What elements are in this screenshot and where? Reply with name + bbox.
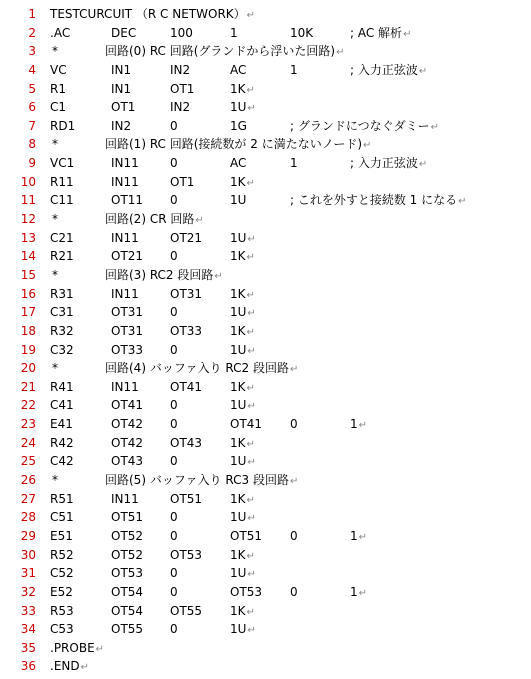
code-token: R42 <box>50 435 74 450</box>
code-token: 1U <box>230 193 247 208</box>
code-line[interactable] <box>0 266 531 285</box>
line-number: 8 <box>28 137 36 152</box>
code-line[interactable] <box>0 415 531 434</box>
code-line[interactable] <box>0 359 531 378</box>
code-token: IN11 <box>111 156 139 171</box>
code-token: OT31 <box>170 286 203 301</box>
code-line[interactable] <box>0 42 531 61</box>
code-token: OT21 <box>111 249 144 264</box>
line-number: 16 <box>20 286 36 301</box>
code-line[interactable] <box>0 620 531 639</box>
code-line[interactable] <box>0 98 531 117</box>
code-token: C53 <box>50 622 74 637</box>
line-number: 31 <box>20 566 36 581</box>
return-mark-icon: ↵ <box>289 476 299 488</box>
code-token: IN11 <box>111 174 139 189</box>
line-number: 6 <box>28 100 36 115</box>
code-token: ; これを外すと接続数 1 になる↵ <box>290 193 467 208</box>
return-mark-icon: ↵ <box>246 177 255 189</box>
code-token: OT53 <box>230 584 263 599</box>
return-mark-icon: ↵ <box>247 513 256 525</box>
code-token: C52 <box>50 566 74 581</box>
code-token: VC1 <box>50 156 75 171</box>
code-token: 1↵ <box>350 584 368 599</box>
code-token: R51 <box>50 491 74 506</box>
code-token: OT41 <box>111 398 144 413</box>
code-line[interactable] <box>0 396 531 415</box>
code-token: C1 <box>50 100 67 115</box>
code-token: AC <box>230 62 247 77</box>
line-number: 12 <box>20 212 36 227</box>
code-token: VC <box>50 62 67 77</box>
code-token: 1U↵ <box>230 398 256 413</box>
code-token: ; グランドにつなぐダミー↵ <box>290 118 440 133</box>
code-token: 1 <box>290 62 298 77</box>
code-token: DEC <box>111 25 137 40</box>
line-number: 22 <box>20 398 36 413</box>
line-number: 10 <box>20 174 36 189</box>
code-token: OT1 <box>170 174 195 189</box>
code-token: ; 入力正弦波↵ <box>350 156 428 171</box>
line-number: 5 <box>28 81 36 96</box>
code-token: 1U↵ <box>230 566 256 581</box>
return-mark-icon: ↵ <box>247 345 256 357</box>
code-line[interactable] <box>0 135 531 154</box>
code-token: R52 <box>50 547 74 562</box>
code-token: IN2 <box>111 118 132 133</box>
code-token: IN2 <box>170 62 191 77</box>
code-token: OT11 <box>111 193 144 208</box>
code-token: 0 <box>170 584 178 599</box>
code-token: 0 <box>290 584 298 599</box>
code-token: 0 <box>290 417 298 432</box>
code-token: C32 <box>50 342 74 357</box>
code-token: C31 <box>50 305 74 320</box>
line-number: 28 <box>20 510 36 525</box>
code-token: 1G <box>230 118 247 133</box>
code-token: 1K↵ <box>230 286 255 301</box>
code-token: IN11 <box>111 491 139 506</box>
line-number: 21 <box>20 379 36 394</box>
code-token: OT53 <box>170 547 203 562</box>
line-number: 2 <box>28 25 36 40</box>
line-number: 7 <box>28 118 36 133</box>
return-mark-icon: ↵ <box>336 47 345 59</box>
code-token: OT43 <box>170 435 203 450</box>
code-token: IN11 <box>111 379 139 394</box>
code-token: OT55 <box>170 603 203 618</box>
code-token: 0 <box>170 454 178 469</box>
return-mark-icon: ↵ <box>247 233 256 245</box>
return-mark-icon: ↵ <box>80 662 90 674</box>
return-mark-icon: ↵ <box>247 569 256 581</box>
return-mark-icon: ↵ <box>246 252 255 264</box>
line-number: 11 <box>20 193 36 208</box>
return-mark-icon: ↵ <box>246 10 256 21</box>
line-number: 35 <box>20 640 36 655</box>
code-token: OT1 <box>170 81 195 96</box>
code-token: 0 <box>170 622 178 637</box>
code-token: OT33 <box>170 323 203 338</box>
line-number: 20 <box>20 361 36 376</box>
comment-marker: * <box>52 473 58 488</box>
code-token: R21 <box>50 249 74 264</box>
line-number: 3 <box>28 44 36 59</box>
comment-text: 回路(5) バッファ入り RC3 段回路↵ <box>105 473 299 488</box>
return-mark-icon: ↵ <box>403 28 412 40</box>
code-token: 1 <box>230 25 238 40</box>
line-number: 33 <box>20 603 36 618</box>
code-token: E51 <box>50 528 73 543</box>
code-line[interactable] <box>0 80 531 99</box>
code-line[interactable] <box>0 546 531 565</box>
code-token: .PROBE↵ <box>50 640 105 655</box>
comment-text: 回路(3) RC2 段回路↵ <box>105 267 223 282</box>
code-token: R11 <box>50 174 74 189</box>
code-line[interactable] <box>0 434 531 453</box>
code-token: 1U↵ <box>230 454 256 469</box>
code-token: 0 <box>170 156 178 171</box>
code-token: 1U↵ <box>230 342 256 357</box>
code-token: OT33 <box>111 342 144 357</box>
code-token: OT31 <box>111 323 144 338</box>
code-token: ; 入力正弦波↵ <box>350 62 428 77</box>
code-token: 1K↵ <box>230 379 255 394</box>
code-token: 1K↵ <box>230 491 255 506</box>
code-token: IN1 <box>111 62 132 77</box>
code-token: 1↵ <box>350 528 368 543</box>
return-mark-icon: ↵ <box>246 550 255 562</box>
return-mark-icon: ↵ <box>195 215 204 227</box>
return-mark-icon: ↵ <box>246 84 255 96</box>
code-token: 0 <box>290 528 298 543</box>
code-token: C21 <box>50 230 74 245</box>
code-token: 1K↵ <box>230 249 255 264</box>
line-number: 18 <box>20 323 36 338</box>
line-number: 32 <box>20 584 36 599</box>
code-token: R53 <box>50 603 74 618</box>
code-line[interactable] <box>0 657 531 676</box>
code-token: 1↵ <box>350 417 368 432</box>
code-token: 1K↵ <box>230 547 255 562</box>
code-token: 0 <box>170 398 178 413</box>
code-line[interactable] <box>0 490 531 509</box>
return-mark-icon: ↵ <box>246 438 255 450</box>
line-number: 23 <box>20 417 36 432</box>
code-line[interactable] <box>0 210 531 229</box>
code-token: 0 <box>170 193 178 208</box>
return-mark-icon: ↵ <box>214 270 223 282</box>
return-mark-icon: ↵ <box>247 457 256 469</box>
line-number: 34 <box>20 622 36 637</box>
return-mark-icon: ↵ <box>247 308 256 320</box>
return-mark-icon: ↵ <box>430 121 440 133</box>
line-number: 36 <box>20 659 36 674</box>
return-mark-icon: ↵ <box>358 420 368 432</box>
code-token: OT41 <box>230 417 263 432</box>
return-mark-icon: ↵ <box>418 65 428 77</box>
code-line[interactable] <box>0 322 531 341</box>
code-token: OT52 <box>111 528 144 543</box>
code-token: OT51 <box>170 491 203 506</box>
code-line[interactable] <box>0 117 531 136</box>
code-token: C11 <box>50 193 74 208</box>
code-token: ; AC 解析↵ <box>350 25 412 40</box>
code-token: 10K <box>290 25 314 40</box>
return-mark-icon: ↵ <box>246 326 255 338</box>
code-line[interactable] <box>0 191 531 210</box>
return-mark-icon: ↵ <box>289 364 299 376</box>
code-token: .AC <box>50 25 71 40</box>
code-token: TESTCURCUIT （R C NETWORK）↵ <box>50 7 256 21</box>
code-token: 1 <box>290 156 298 171</box>
code-token: OT43 <box>111 454 144 469</box>
netlist-editor[interactable] <box>0 5 531 676</box>
code-line[interactable] <box>0 341 531 360</box>
code-token: IN2 <box>170 100 191 115</box>
code-token: R31 <box>50 286 74 301</box>
code-token: OT55 <box>111 622 144 637</box>
code-token: 0 <box>170 342 178 357</box>
code-token: 1K↵ <box>230 81 255 96</box>
code-token: E52 <box>50 584 73 599</box>
comment-marker: * <box>52 44 58 59</box>
comment-text: 回路(2) CR 回路↵ <box>105 212 204 227</box>
code-line[interactable] <box>0 24 531 43</box>
code-token: 0 <box>170 118 178 133</box>
code-line[interactable] <box>0 173 531 192</box>
line-number: 29 <box>20 528 36 543</box>
code-line[interactable] <box>0 602 531 621</box>
line-number: 25 <box>20 454 36 469</box>
code-line[interactable] <box>0 471 531 490</box>
code-token: E41 <box>50 417 73 432</box>
return-mark-icon: ↵ <box>247 401 256 413</box>
code-token: 1U↵ <box>230 100 256 115</box>
code-line[interactable] <box>0 452 531 471</box>
code-token: OT1 <box>111 100 136 115</box>
code-line[interactable] <box>0 154 531 173</box>
return-mark-icon: ↵ <box>358 587 368 599</box>
code-token: OT53 <box>111 566 144 581</box>
return-mark-icon: ↵ <box>418 159 428 171</box>
line-number: 26 <box>20 473 36 488</box>
line-number: 19 <box>20 342 36 357</box>
comment-marker: * <box>52 137 58 152</box>
code-line[interactable] <box>0 564 531 583</box>
code-token: OT31 <box>111 305 144 320</box>
line-number: 17 <box>20 305 36 320</box>
code-token: R41 <box>50 379 74 394</box>
line-number: 27 <box>20 491 36 506</box>
code-token: 0 <box>170 417 178 432</box>
code-token: OT52 <box>111 547 144 562</box>
code-token: 1K↵ <box>230 323 255 338</box>
line-number: 9 <box>28 156 36 171</box>
code-token: 1K↵ <box>230 174 255 189</box>
code-token: IN11 <box>111 230 139 245</box>
code-token: 1U↵ <box>230 510 256 525</box>
code-token: 1U↵ <box>230 305 256 320</box>
code-token: C42 <box>50 454 74 469</box>
code-token: 0 <box>170 305 178 320</box>
return-mark-icon: ↵ <box>358 531 368 543</box>
code-line[interactable] <box>0 527 531 546</box>
code-token: OT54 <box>111 603 144 618</box>
comment-marker: * <box>52 361 58 376</box>
code-token: OT42 <box>111 435 144 450</box>
code-token: 100 <box>170 25 193 40</box>
code-token: OT42 <box>111 417 144 432</box>
return-mark-icon: ↵ <box>246 382 255 394</box>
code-token: OT51 <box>230 528 263 543</box>
code-line[interactable] <box>0 247 531 266</box>
code-token: 1U↵ <box>230 230 256 245</box>
code-token: R32 <box>50 323 74 338</box>
code-token: OT41 <box>170 379 203 394</box>
code-token: RD1 <box>50 118 76 133</box>
code-token: 0 <box>170 510 178 525</box>
code-token: 0 <box>170 566 178 581</box>
line-number: 14 <box>20 249 36 264</box>
return-mark-icon: ↵ <box>458 196 467 208</box>
code-line[interactable] <box>0 508 531 527</box>
code-token: AC <box>230 156 247 171</box>
code-line[interactable] <box>0 5 531 24</box>
code-token: OT51 <box>111 510 144 525</box>
code-line[interactable] <box>0 639 531 658</box>
comment-text: 回路(0) RC 回路(グランドから浮いた回路)↵ <box>105 44 345 59</box>
code-token: C41 <box>50 398 74 413</box>
line-number: 1 <box>28 7 36 21</box>
code-token: IN1 <box>111 81 132 96</box>
code-token: 1K↵ <box>230 603 255 618</box>
return-mark-icon: ↵ <box>246 494 255 506</box>
comment-marker: * <box>52 267 58 282</box>
return-mark-icon: ↵ <box>363 140 372 152</box>
return-mark-icon: ↵ <box>246 606 255 618</box>
return-mark-icon: ↵ <box>247 625 256 637</box>
code-token: IN11 <box>111 286 139 301</box>
code-token: .END↵ <box>50 659 90 674</box>
comment-marker: * <box>52 212 58 227</box>
code-token: R1 <box>50 81 66 96</box>
comment-text: 回路(4) バッファ入り RC2 段回路↵ <box>105 361 299 376</box>
code-line[interactable] <box>0 285 531 304</box>
code-token: 0 <box>170 528 178 543</box>
code-line[interactable] <box>0 378 531 397</box>
code-token: 0 <box>170 249 178 264</box>
line-number: 15 <box>20 267 36 282</box>
line-number: 30 <box>20 547 36 562</box>
code-token: 1K↵ <box>230 435 255 450</box>
code-line[interactable] <box>0 61 531 80</box>
code-token: OT21 <box>170 230 203 245</box>
return-mark-icon: ↵ <box>246 289 255 301</box>
code-line[interactable] <box>0 583 531 602</box>
return-mark-icon: ↵ <box>247 103 256 115</box>
line-number: 4 <box>28 62 36 77</box>
code-token: 1U↵ <box>230 622 256 637</box>
return-mark-icon: ↵ <box>95 643 105 655</box>
code-token: OT54 <box>111 584 144 599</box>
code-line[interactable] <box>0 229 531 248</box>
line-number: 13 <box>20 230 36 245</box>
code-line[interactable] <box>0 303 531 322</box>
comment-text: 回路(1) RC 回路(接続数が 2 に満たないノード)↵ <box>105 137 372 152</box>
code-token: C51 <box>50 510 74 525</box>
line-number: 24 <box>20 435 36 450</box>
